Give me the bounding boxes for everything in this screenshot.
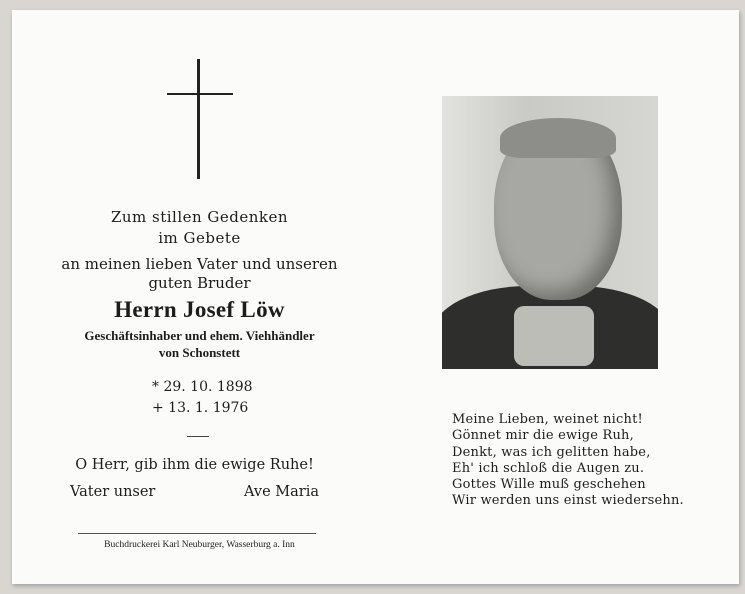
footer-rule [78, 533, 316, 534]
death-date: + 13. 1. 1976 [152, 400, 249, 416]
prayer-line: O Herr, gib ihm die ewige Ruhe! [75, 457, 314, 473]
poem-line: Gottes Wille muß geschehen [452, 477, 646, 493]
poem-line: Meine Lieben, weinet nicht! [452, 412, 643, 427]
poem-line: Eh' ich schloß die Augen zu. [452, 460, 645, 476]
poem-line: Gönnet mir die ewige Ruh, [452, 428, 634, 444]
memorial-card [12, 10, 739, 584]
birth-date: * 29. 10. 1898 [152, 379, 253, 395]
dedication-line-4: guten Bruder [148, 274, 251, 292]
portrait-photo [442, 96, 658, 369]
dedication-line-1: Zum stillen Gedenken [110, 208, 289, 226]
ave-maria: Ave Maria [244, 484, 319, 500]
dedication-line-3: an meinen lieben Vater und unseren [61, 255, 338, 273]
origin: von Schonstett [158, 345, 241, 360]
deceased-name: Herrn Josef Löw [114, 297, 285, 322]
divider [187, 436, 209, 437]
cross-icon [197, 59, 200, 179]
poem-line: Denkt, was ich gelitten habe, [452, 444, 651, 460]
poem-line: Wir werden uns einst wiedersehn. [452, 493, 684, 509]
occupation: Geschäftsinhaber und ehem. Viehhändler [84, 328, 315, 343]
cross-icon-bar [167, 93, 233, 95]
vater-unser: Vater unser [70, 484, 156, 500]
printer-credit: Buchdruckerei Karl Neuburger, Wasserburg a. Inn [104, 540, 295, 550]
dedication-line-2: im Gebete [158, 229, 241, 247]
poem [452, 412, 684, 510]
